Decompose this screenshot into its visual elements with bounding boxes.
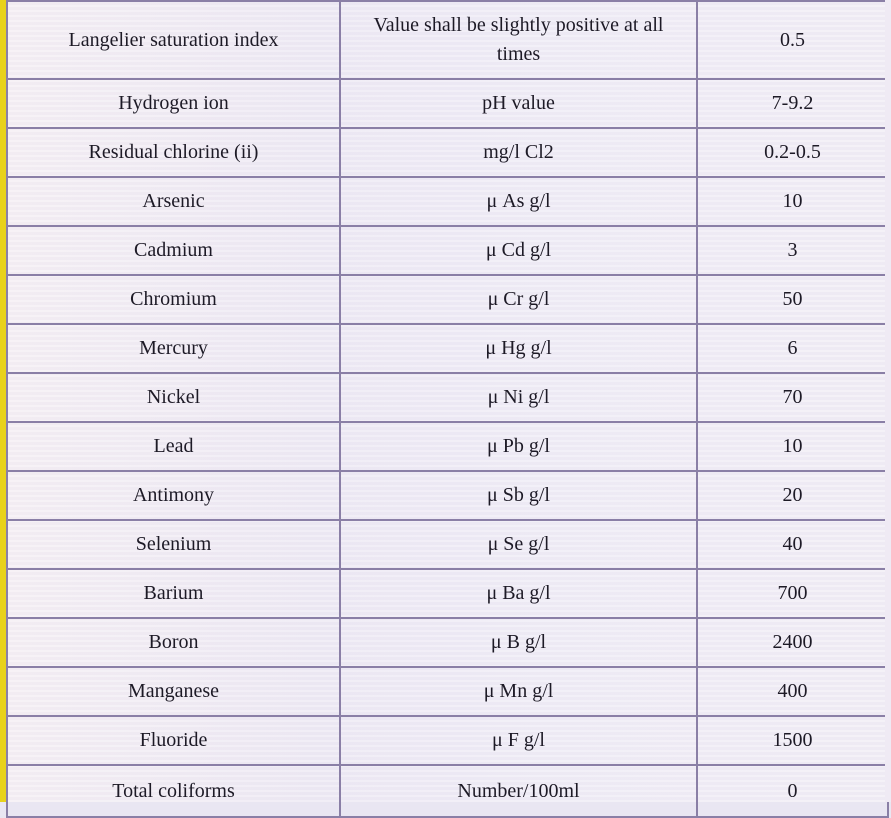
- water-quality-table: [6, 0, 889, 818]
- unit-cell: μ As g/l: [340, 177, 697, 226]
- table-row: [7, 275, 888, 324]
- table-row: [7, 716, 888, 765]
- value-cell: 0: [697, 765, 888, 817]
- table-row: [7, 569, 888, 618]
- value-cell: 50: [697, 275, 888, 324]
- table-row: [7, 177, 888, 226]
- unit-cell: mg/l Cl2: [340, 128, 697, 177]
- table-row: [7, 422, 888, 471]
- parameter-cell: Fluoride: [7, 716, 340, 765]
- unit-cell: [340, 1, 697, 79]
- value-cell: 2400: [697, 618, 888, 667]
- value-cell: 7-9.2: [697, 79, 888, 128]
- parameter-cell: Mercury: [7, 324, 340, 373]
- parameter-cell: Boron: [7, 618, 340, 667]
- unit-cell: μ Ni g/l: [340, 373, 697, 422]
- table-row: [7, 128, 888, 177]
- value-cell: 6: [697, 324, 888, 373]
- value-cell: 0.2-0.5: [697, 128, 888, 177]
- unit-cell: Number/100ml: [340, 765, 697, 817]
- right-edge-margin: [885, 0, 891, 802]
- table-row: [7, 324, 888, 373]
- unit-cell: μ Cr g/l: [340, 275, 697, 324]
- parameter-cell: Residual chlorine (ii): [7, 128, 340, 177]
- parameter-cell: Lead: [7, 422, 340, 471]
- value-cell: 0.5: [697, 1, 888, 79]
- unit-cell: pH value: [340, 79, 697, 128]
- parameter-cell: Barium: [7, 569, 340, 618]
- parameter-cell: Langelier saturation index: [7, 1, 340, 79]
- value-cell: 40: [697, 520, 888, 569]
- unit-cell: μ Cd g/l: [340, 226, 697, 275]
- value-cell: 1500: [697, 716, 888, 765]
- table-row: [7, 1, 888, 79]
- unit-cell: μ Sb g/l: [340, 471, 697, 520]
- unit-cell: μ Se g/l: [340, 520, 697, 569]
- parameter-cell: Chromium: [7, 275, 340, 324]
- table-row: [7, 226, 888, 275]
- value-cell: 3: [697, 226, 888, 275]
- unit-cell: μ F g/l: [340, 716, 697, 765]
- table-row: [7, 471, 888, 520]
- parameter-cell: Total coliforms: [7, 765, 340, 817]
- table-row: [7, 520, 888, 569]
- unit-cell: μ Pb g/l: [340, 422, 697, 471]
- parameter-cell: Hydrogen ion: [7, 79, 340, 128]
- table-row: [7, 373, 888, 422]
- unit-cell: μ Hg g/l: [340, 324, 697, 373]
- value-cell: 10: [697, 177, 888, 226]
- value-cell: 700: [697, 569, 888, 618]
- table-row: [7, 667, 888, 716]
- table-row: [7, 79, 888, 128]
- parameter-cell: Manganese: [7, 667, 340, 716]
- value-cell: 70: [697, 373, 888, 422]
- parameter-cell: Selenium: [7, 520, 340, 569]
- table-row: [7, 765, 888, 817]
- table-row: [7, 618, 888, 667]
- value-cell: 400: [697, 667, 888, 716]
- unit-cell: μ Mn g/l: [340, 667, 697, 716]
- document-page: [6, 0, 885, 802]
- parameter-cell: Cadmium: [7, 226, 340, 275]
- parameter-cell: Arsenic: [7, 177, 340, 226]
- parameter-cell: Nickel: [7, 373, 340, 422]
- value-cell: 20: [697, 471, 888, 520]
- unit-cell: μ B g/l: [340, 618, 697, 667]
- unit-cell: μ Ba g/l: [340, 569, 697, 618]
- value-cell: 10: [697, 422, 888, 471]
- parameter-cell: Antimony: [7, 471, 340, 520]
- unit-text: Value shall be slightly positive at all times: [373, 14, 664, 65]
